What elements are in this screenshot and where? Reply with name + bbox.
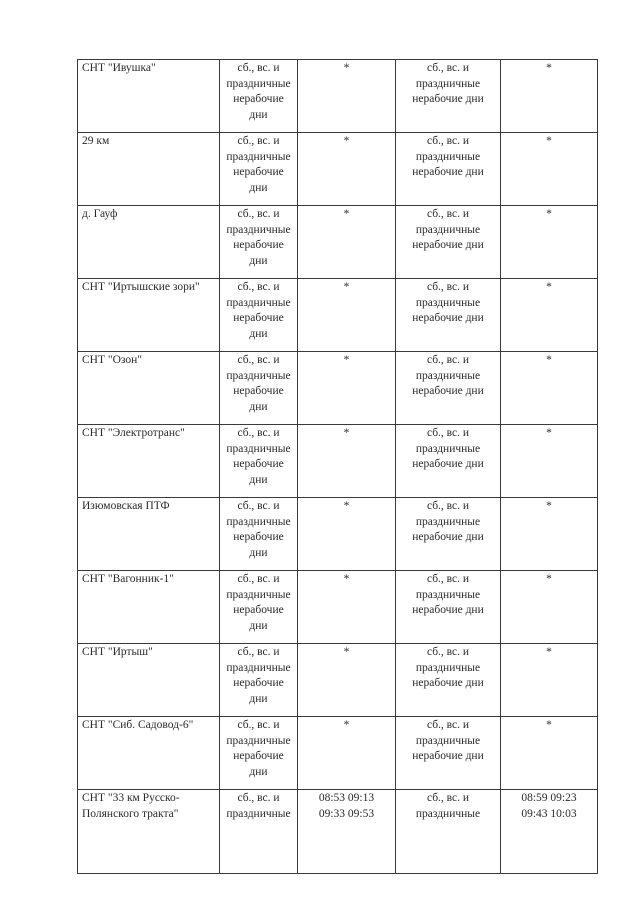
- departure-times-cell: *: [298, 206, 396, 279]
- days-cell-return: сб., вс. и праздничные нерабочие дни: [396, 498, 501, 571]
- departure-times-cell: *: [298, 60, 396, 133]
- days-cell-return: сб., вс. и праздничные нерабочие дни: [396, 717, 501, 790]
- schedule-table: [77, 59, 598, 874]
- departure-times-cell: *: [298, 133, 396, 206]
- departure-times-cell: *: [298, 498, 396, 571]
- departure-times-cell: *: [298, 644, 396, 717]
- departure-times-cell: *: [298, 717, 396, 790]
- days-cell: сб., вс. и праздничные нерабочие дни: [220, 60, 298, 133]
- return-times-cell: *: [501, 133, 598, 206]
- departure-times-cell: 08:53 09:13 09:33 09:53: [298, 790, 396, 874]
- days-cell: сб., вс. и праздничные нерабочие дни: [220, 352, 298, 425]
- return-times-cell: *: [501, 206, 598, 279]
- table-row: [78, 279, 598, 352]
- days-cell-return: сб., вс. и праздничные нерабочие дни: [396, 571, 501, 644]
- days-cell-return: сб., вс. и праздничные нерабочие дни: [396, 206, 501, 279]
- stop-name-cell: СНТ "Ивушка": [78, 60, 220, 133]
- stop-name-cell: СНТ "Иртышские зори": [78, 279, 220, 352]
- table-row: [78, 60, 598, 133]
- days-cell: сб., вс. и праздничные нерабочие дни: [220, 133, 298, 206]
- return-times-cell: 08:59 09:23 09:43 10:03: [501, 790, 598, 874]
- table-row: [78, 717, 598, 790]
- stop-name-cell: СНТ "Озон": [78, 352, 220, 425]
- table-row: [78, 206, 598, 279]
- table-row: [78, 571, 598, 644]
- stop-name-cell: д. Гауф: [78, 206, 220, 279]
- days-cell: сб., вс. и праздничные: [220, 790, 298, 874]
- days-cell: сб., вс. и праздничные нерабочие дни: [220, 279, 298, 352]
- return-times-cell: *: [501, 498, 598, 571]
- days-cell: сб., вс. и праздничные нерабочие дни: [220, 571, 298, 644]
- departure-times-cell: *: [298, 571, 396, 644]
- days-cell-return: сб., вс. и праздничные нерабочие дни: [396, 279, 501, 352]
- departure-times-cell: *: [298, 425, 396, 498]
- days-cell: сб., вс. и праздничные нерабочие дни: [220, 644, 298, 717]
- departure-times-cell: *: [298, 352, 396, 425]
- return-times-cell: *: [501, 644, 598, 717]
- return-times-cell: *: [501, 352, 598, 425]
- table-row: [78, 790, 598, 874]
- stop-name-cell: СНТ "Вагонник-1": [78, 571, 220, 644]
- days-cell: сб., вс. и праздничные нерабочие дни: [220, 717, 298, 790]
- days-cell-return: сб., вс. и праздничные: [396, 790, 501, 874]
- table-row: [78, 498, 598, 571]
- stop-name-cell: СНТ "Электротранс": [78, 425, 220, 498]
- return-times-cell: *: [501, 717, 598, 790]
- stop-name-cell: Изюмовская ПТФ: [78, 498, 220, 571]
- days-cell-return: сб., вс. и праздничные нерабочие дни: [396, 644, 501, 717]
- table-row: [78, 133, 598, 206]
- days-cell: сб., вс. и праздничные нерабочие дни: [220, 425, 298, 498]
- days-cell: сб., вс. и праздничные нерабочие дни: [220, 498, 298, 571]
- return-times-cell: *: [501, 571, 598, 644]
- days-cell-return: сб., вс. и праздничные нерабочие дни: [396, 60, 501, 133]
- stop-name-cell: 29 км: [78, 133, 220, 206]
- return-times-cell: *: [501, 279, 598, 352]
- table-row: [78, 352, 598, 425]
- stop-name-cell: СНТ "Иртыш": [78, 644, 220, 717]
- return-times-cell: *: [501, 425, 598, 498]
- days-cell: сб., вс. и праздничные нерабочие дни: [220, 206, 298, 279]
- return-times-cell: *: [501, 60, 598, 133]
- stop-name-cell: СНТ "Сиб. Садовод-6": [78, 717, 220, 790]
- days-cell-return: сб., вс. и праздничные нерабочие дни: [396, 133, 501, 206]
- days-cell-return: сб., вс. и праздничные нерабочие дни: [396, 425, 501, 498]
- days-cell-return: сб., вс. и праздничные нерабочие дни: [396, 352, 501, 425]
- table-row: [78, 644, 598, 717]
- table-row: [78, 425, 598, 498]
- departure-times-cell: *: [298, 279, 396, 352]
- stop-name-cell: СНТ "33 км Русско-Полянского тракта": [78, 790, 220, 874]
